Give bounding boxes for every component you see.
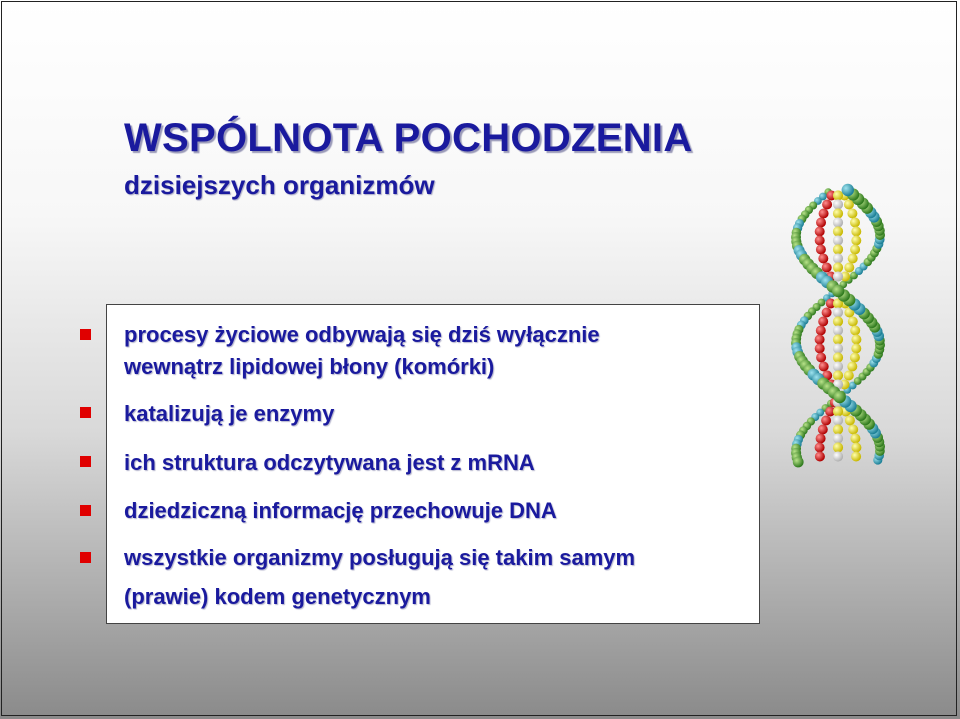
- dna-atom: [832, 285, 844, 297]
- dna-atom: [851, 335, 861, 345]
- dna-atom: [848, 254, 858, 264]
- bullet-marker: [80, 407, 91, 418]
- bullet-marker: [80, 552, 91, 563]
- dna-atom: [816, 245, 826, 255]
- dna-atom: [833, 235, 843, 245]
- dna-atom: [815, 335, 825, 345]
- dna-atom: [815, 452, 825, 462]
- dna-atom: [822, 263, 832, 273]
- dna-atom: [845, 416, 855, 426]
- dna-atom: [850, 434, 860, 444]
- dna-atom: [833, 199, 843, 209]
- dna-atom: [844, 371, 854, 381]
- dna-atom: [833, 316, 843, 326]
- bullet-4-line-1: dziedziczną informację przechowuje DNA: [124, 498, 557, 523]
- dna-atom: [847, 209, 857, 219]
- dna-atom: [848, 317, 858, 327]
- dna-atom: [833, 253, 843, 263]
- dna-atom: [818, 254, 828, 264]
- dna-atom: [851, 227, 861, 237]
- dna-atom: [833, 334, 843, 344]
- dna-atom: [850, 218, 860, 228]
- dna-atom: [833, 307, 843, 317]
- dna-atom: [833, 424, 843, 434]
- dna-atom: [833, 244, 843, 254]
- dna-atom: [848, 425, 858, 435]
- dna-atom: [850, 326, 860, 336]
- dna-atom: [851, 452, 861, 462]
- dna-atom: [833, 262, 843, 272]
- dna-atom: [851, 344, 861, 354]
- dna-atom: [819, 209, 829, 219]
- dna-atom: [816, 326, 826, 336]
- dna-atom: [833, 208, 843, 218]
- bullet-5-line-2: (prawie) kodem genetycznym: [124, 584, 431, 609]
- dna-atom: [833, 433, 843, 443]
- dna-atom: [818, 317, 828, 327]
- bullet-2-line-1: katalizują je enzymy: [124, 401, 335, 426]
- dna-atom: [816, 353, 826, 363]
- dna-atom: [833, 361, 843, 371]
- dna-atom: [818, 425, 828, 435]
- dna-atom: [844, 263, 854, 273]
- dna-atom: [819, 362, 829, 372]
- bullet-marker: [80, 505, 91, 516]
- dna-atom: [833, 451, 843, 461]
- dna-atom: [851, 443, 861, 453]
- dna-atom: [815, 443, 825, 453]
- bullet-3-line-1: ich struktura odczytywana jest z mRNA: [124, 450, 535, 475]
- dna-atom: [815, 344, 825, 354]
- dna-atom: [816, 434, 826, 444]
- dna-atom: [821, 416, 831, 426]
- dna-helix-image: [778, 182, 898, 472]
- dna-atom: [833, 325, 843, 335]
- dna-atom: [833, 190, 843, 200]
- dna-atom: [851, 236, 861, 246]
- dna-atom: [833, 343, 843, 353]
- dna-atom: [833, 370, 843, 380]
- dna-atom: [833, 352, 843, 362]
- dna-atom: [850, 245, 860, 255]
- bullet-marker: [80, 456, 91, 467]
- bullet-1-line-2: wewnątrz lipidowej błony (komórki): [124, 354, 495, 379]
- bullet-marker: [80, 329, 91, 340]
- bullet-5-line-1: wszystkie organizmy posługują się takim samym: [124, 545, 636, 570]
- dna-atom: [833, 226, 843, 236]
- dna-atom: [833, 271, 843, 281]
- dna-atom: [793, 457, 804, 468]
- dna-atom: [847, 362, 857, 372]
- dna-atom: [815, 227, 825, 237]
- dna-atom: [816, 218, 826, 228]
- dna-atom: [822, 308, 832, 318]
- slide-subtitle: dzisiejszych organizmów: [124, 170, 435, 200]
- dna-atom: [815, 236, 825, 246]
- dna-atom: [833, 442, 843, 452]
- slide-title: WSPÓLNOTA POCHODZENIA: [124, 116, 693, 160]
- dna-atom: [833, 406, 843, 416]
- dna-atom: [822, 200, 832, 210]
- dna-atom: [834, 391, 846, 403]
- bullet-1-line-1: procesy życiowe odbywają się dziś wyłącznie: [124, 322, 600, 347]
- dna-atom: [833, 415, 843, 425]
- dna-atom: [833, 217, 843, 227]
- dna-atom: [842, 184, 854, 196]
- dna-atom: [850, 353, 860, 363]
